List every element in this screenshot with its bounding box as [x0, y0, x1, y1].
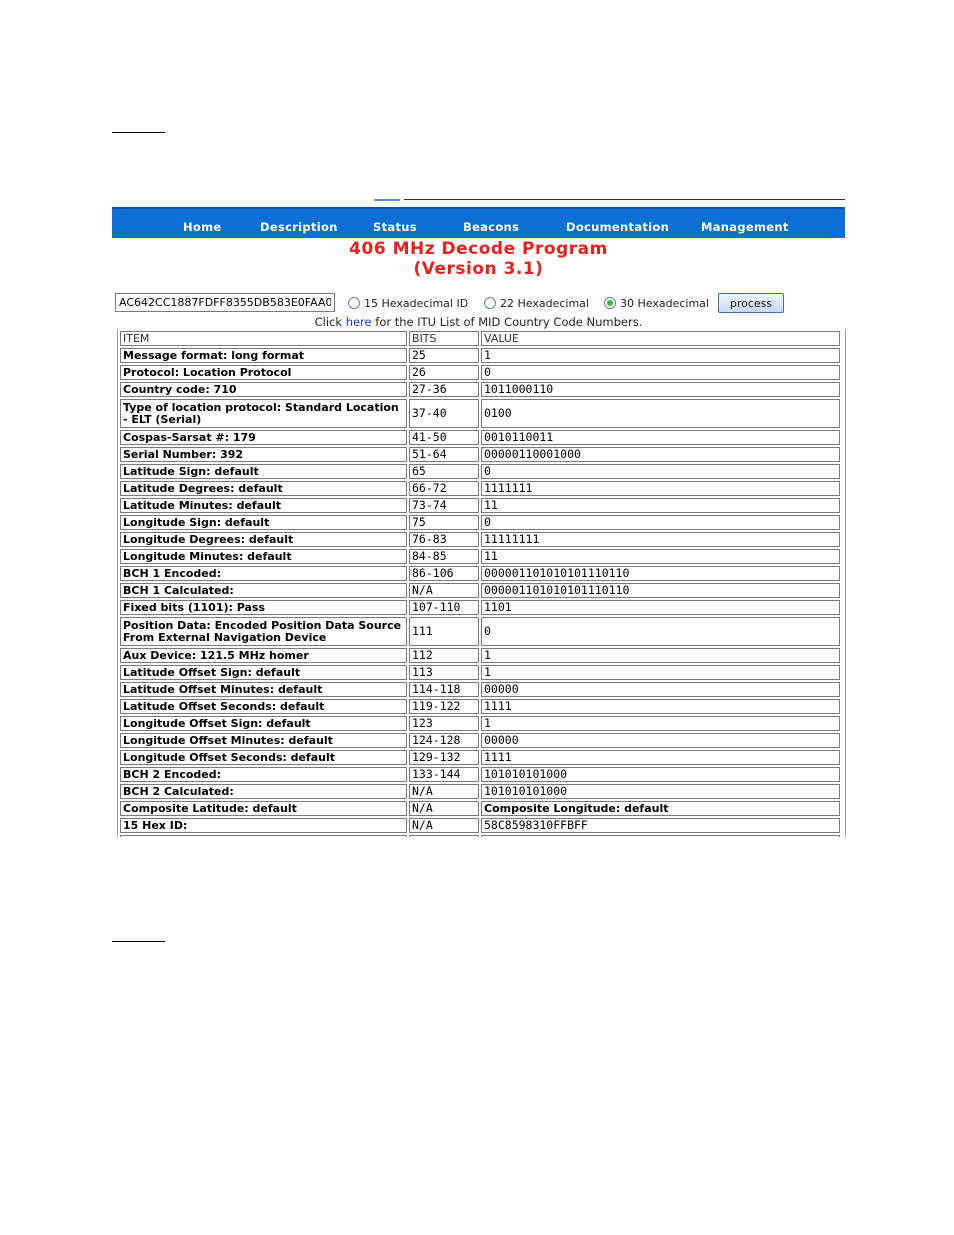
table-row	[120, 447, 840, 462]
value-cell: 58C8598310FFBFF	[481, 818, 840, 833]
item-cell: Latitude Offset Sign: default	[120, 665, 407, 680]
table-row	[120, 532, 840, 547]
value-cell: 0100	[481, 399, 840, 428]
value-cell: 0010110011	[481, 430, 840, 445]
item-cell: Longitude Offset Seconds: default	[120, 750, 407, 765]
value-cell: 1	[481, 348, 840, 363]
table-row	[120, 617, 840, 646]
bits-cell: 124-128	[409, 733, 479, 748]
value-cell: 0	[481, 464, 840, 479]
header-strip-rule	[404, 199, 845, 202]
table-row	[120, 784, 840, 799]
table-header-row	[120, 331, 840, 346]
itu-here-link[interactable]: here	[345, 315, 372, 329]
bits-cell: N/A	[409, 801, 479, 816]
nav-beacons[interactable]: Beacons	[463, 220, 520, 234]
table-row	[120, 767, 840, 782]
bits-cell: 84-85	[409, 549, 479, 564]
table-row	[120, 464, 840, 479]
item-cell: Longitude Offset Sign: default	[120, 716, 407, 731]
bits-cell: 76-83	[409, 532, 479, 547]
table-row	[120, 733, 840, 748]
item-cell: Latitude Offset Seconds: default	[120, 699, 407, 714]
bits-cell: 107-110	[409, 600, 479, 615]
table-row	[120, 515, 840, 530]
table-row	[120, 481, 840, 496]
value-cell: 101010101000	[481, 784, 840, 799]
item-cell: Fixed bits (1101): Pass	[120, 600, 407, 615]
value-cell: 1	[481, 665, 840, 680]
item-cell: Protocol: Location Protocol	[120, 365, 407, 380]
item-cell: BCH 1 Calculated:	[120, 583, 407, 598]
bits-cell: 114-118	[409, 682, 479, 697]
item-cell: Serial Number: 392	[120, 447, 407, 462]
table-row	[120, 682, 840, 697]
nav-home[interactable]: Home	[183, 220, 222, 234]
bits-cell	[409, 835, 479, 837]
table-row	[120, 665, 840, 680]
table-row	[120, 699, 840, 714]
nav-status[interactable]: Status	[373, 220, 417, 234]
value-cell: 00000110001000	[481, 447, 840, 462]
itu-link-prefix: Click	[314, 315, 346, 329]
itu-link-suffix: for the ITU List of MID Country Code Numbers.	[371, 315, 643, 329]
bits-cell: 113	[409, 665, 479, 680]
bits-cell: 75	[409, 515, 479, 530]
radio-30-hex[interactable]	[604, 293, 709, 313]
bits-cell: 65	[409, 464, 479, 479]
table-row	[120, 801, 840, 816]
bits-cell: 26	[409, 365, 479, 380]
radio-30-hex-label: 30 Hexadecimal	[620, 296, 709, 310]
table-row	[120, 365, 840, 380]
item-cell: 15 Hex ID:	[120, 818, 407, 833]
value-cell: 11	[481, 498, 840, 513]
header-strip-accent	[374, 199, 400, 201]
item-cell: Longitude Degrees: default	[120, 532, 407, 547]
item-cell: Aux Device: 121.5 MHz homer	[120, 648, 407, 663]
value-cell: 000001101010101110110	[481, 583, 840, 598]
bits-cell: 129-132	[409, 750, 479, 765]
bits-cell: 37-40	[409, 399, 479, 428]
item-cell: Latitude Offset Minutes: default	[120, 682, 407, 697]
radio-22-hex-label: 22 Hexadecimal	[500, 296, 589, 310]
item-cell: Latitude Sign: default	[120, 464, 407, 479]
table-row	[120, 430, 840, 445]
value-cell: 00000	[481, 733, 840, 748]
nav-description[interactable]: Description	[260, 220, 338, 234]
item-cell: Country code: 710	[120, 382, 407, 397]
table-row	[120, 600, 840, 615]
table-row	[120, 818, 840, 833]
value-cell: 1	[481, 648, 840, 663]
bits-cell: N/A	[409, 784, 479, 799]
item-cell	[120, 835, 407, 837]
item-cell: Latitude Degrees: default	[120, 481, 407, 496]
header-item: ITEM	[120, 331, 407, 346]
value-cell: 1111111	[481, 481, 840, 496]
bottom-underline	[112, 941, 165, 942]
item-cell: Composite Latitude: default	[120, 801, 407, 816]
value-cell	[481, 835, 840, 837]
decode-table-wrap	[117, 329, 846, 837]
value-cell: 0	[481, 515, 840, 530]
radio-22-hex-circle[interactable]	[484, 297, 496, 309]
radio-15-hex-circle[interactable]	[348, 297, 360, 309]
nav-management[interactable]: Management	[701, 220, 789, 234]
table-row	[120, 549, 840, 564]
item-cell: Position Data: Encoded Position Data Source From External Navigation Device	[120, 617, 407, 646]
radio-30-hex-circle[interactable]	[604, 297, 616, 309]
value-cell: 1101	[481, 600, 840, 615]
bits-cell: 133-144	[409, 767, 479, 782]
table-row	[120, 399, 840, 428]
bits-cell: 25	[409, 348, 479, 363]
item-cell: Longitude Offset Minutes: default	[120, 733, 407, 748]
table-row	[120, 566, 840, 581]
bits-cell: 66-72	[409, 481, 479, 496]
bits-cell: 51-64	[409, 447, 479, 462]
bits-cell: 111	[409, 617, 479, 646]
top-underline	[112, 132, 165, 133]
item-cell: Type of location protocol: Standard Location - ELT (Serial)	[120, 399, 407, 428]
bits-cell: 119-122	[409, 699, 479, 714]
nav-documentation[interactable]: Documentation	[566, 220, 670, 234]
item-cell: Longitude Sign: default	[120, 515, 407, 530]
item-cell: Cospas-Sarsat #: 179	[120, 430, 407, 445]
bits-cell: 41-50	[409, 430, 479, 445]
value-cell: Composite Longitude: default	[481, 801, 840, 816]
value-cell: 11	[481, 549, 840, 564]
table-row	[120, 750, 840, 765]
value-cell: 11111111	[481, 532, 840, 547]
value-cell: 0	[481, 617, 840, 646]
value-cell: 1111	[481, 699, 840, 714]
bits-cell: 27-36	[409, 382, 479, 397]
item-cell: BCH 1 Encoded:	[120, 566, 407, 581]
header-bits: BITS	[409, 331, 479, 346]
table-row	[120, 835, 840, 837]
process-button[interactable]: process	[718, 293, 784, 313]
header-strip	[112, 199, 845, 203]
itu-link-line	[112, 315, 845, 329]
page-title: 406 MHz Decode Program	[349, 239, 608, 259]
table-row	[120, 648, 840, 663]
item-cell: Message format: long format	[120, 348, 407, 363]
bits-cell: 123	[409, 716, 479, 731]
table-row	[120, 382, 840, 397]
value-cell: 00000	[481, 682, 840, 697]
radio-15-hex-label: 15 Hexadecimal ID	[364, 296, 469, 310]
bits-cell: 73-74	[409, 498, 479, 513]
value-cell: 000001101010101110110	[481, 566, 840, 581]
radio-22-hex[interactable]	[484, 293, 589, 313]
bits-cell: 86-106	[409, 566, 479, 581]
value-cell: 101010101000	[481, 767, 840, 782]
bits-cell: N/A	[409, 583, 479, 598]
item-cell: Latitude Minutes: default	[120, 498, 407, 513]
table-row	[120, 348, 840, 363]
item-cell: BCH 2 Calculated:	[120, 784, 407, 799]
value-cell: 0	[481, 365, 840, 380]
table-row	[120, 583, 840, 598]
table-row	[120, 716, 840, 731]
value-cell: 1	[481, 716, 840, 731]
hex-input[interactable]	[115, 293, 335, 312]
header-value: VALUE	[481, 331, 840, 346]
bits-cell: 112	[409, 648, 479, 663]
decode-table	[118, 329, 842, 837]
page-subtitle: (Version 3.1)	[413, 259, 544, 279]
table-row	[120, 498, 840, 513]
bits-cell: N/A	[409, 818, 479, 833]
nav-bar	[112, 207, 845, 238]
radio-15-hex[interactable]	[348, 293, 468, 313]
item-cell: Longitude Minutes: default	[120, 549, 407, 564]
item-cell: BCH 2 Encoded:	[120, 767, 407, 782]
value-cell: 1011000110	[481, 382, 840, 397]
value-cell: 1111	[481, 750, 840, 765]
